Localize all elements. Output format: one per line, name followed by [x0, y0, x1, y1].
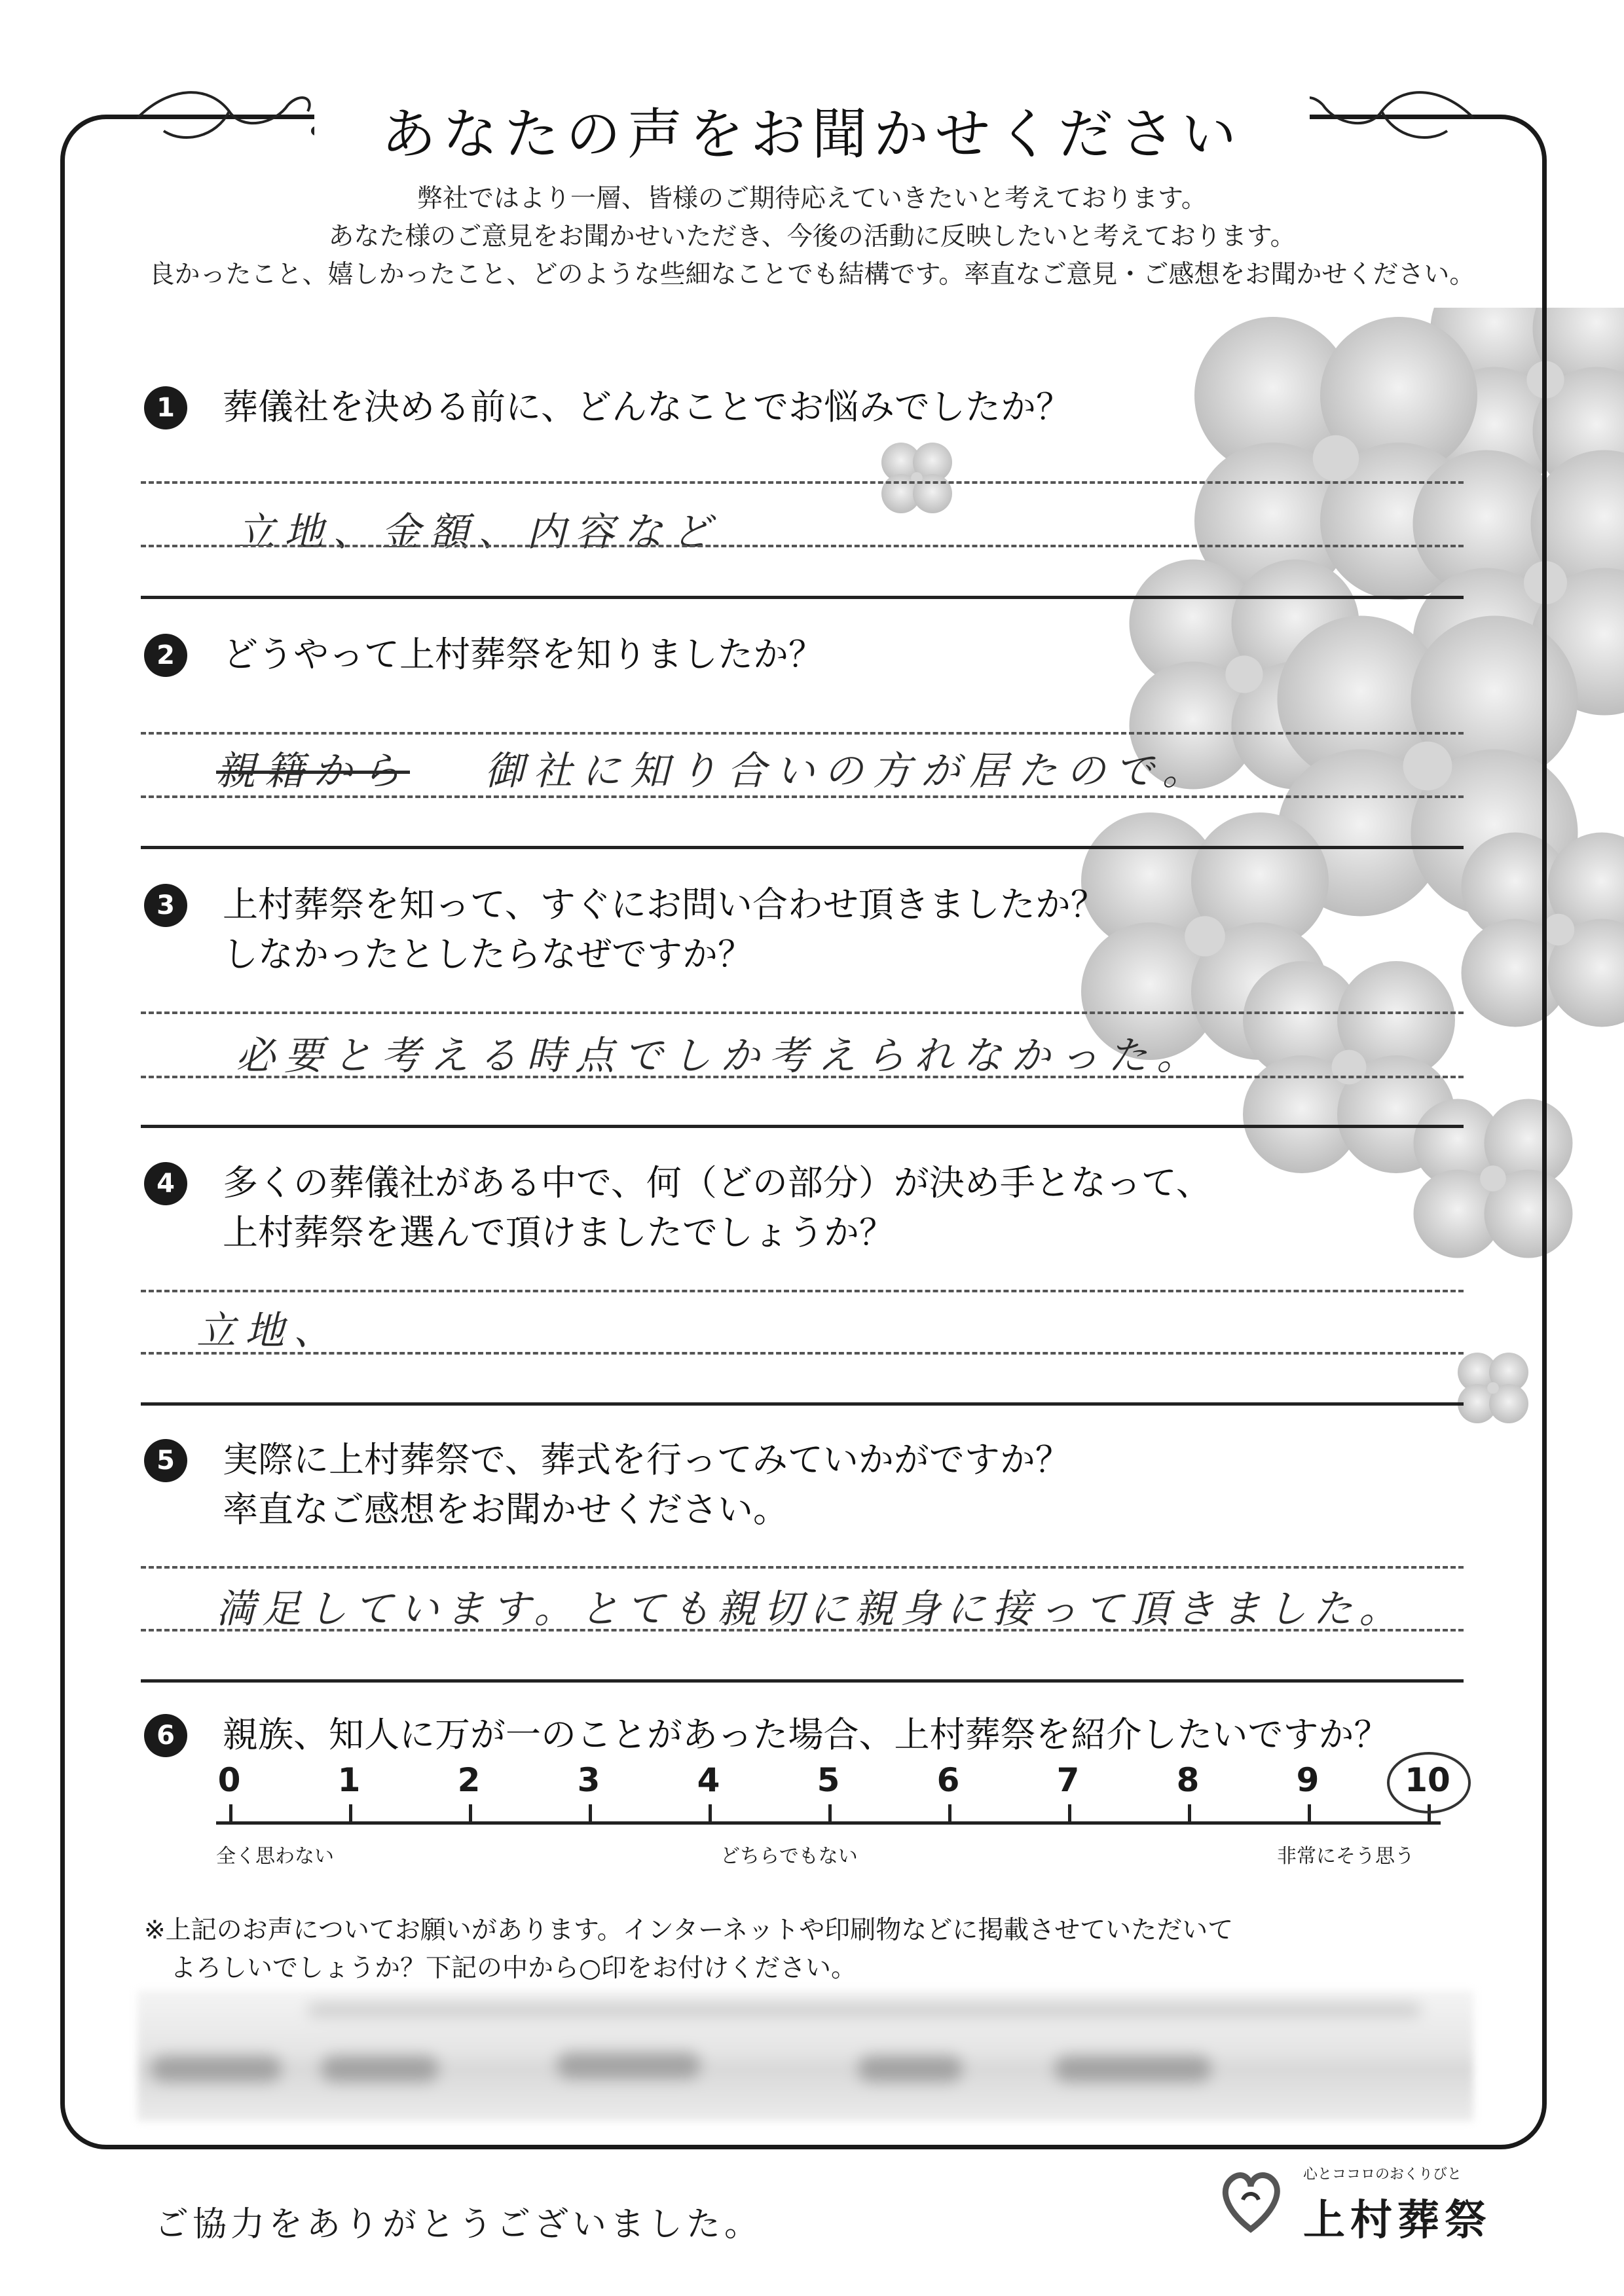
- scale-tick: [589, 1804, 592, 1823]
- section-divider: [141, 1125, 1464, 1128]
- intro-line: あなた様のご意見をお聞かせいただき、今後の活動に反映したいと考えております。: [328, 222, 1296, 251]
- answer-guide-line: [141, 1352, 1464, 1355]
- question-line: 多くの葬儀社がある中で、何（どの部分）が決め手となって、: [223, 1162, 1211, 1203]
- scale-low-caption: 全く思わない: [216, 1845, 334, 1868]
- answer-guide-line: [141, 1566, 1464, 1569]
- scale-tick-label[interactable]: 7: [1056, 1761, 1080, 1799]
- scale-tick-label[interactable]: 8: [1176, 1761, 1200, 1799]
- question-text: どうやって上村葬祭を知りましたか？: [223, 634, 824, 675]
- intro-text: [131, 180, 1493, 294]
- left-flourish-ornament: [131, 79, 327, 157]
- scale-tick-label[interactable]: 1: [337, 1761, 361, 1799]
- question-text: [223, 880, 1106, 979]
- answer-guide-line: [141, 795, 1464, 798]
- question-text: [223, 1158, 1211, 1258]
- selected-rating-circle: [1387, 1752, 1471, 1813]
- heart-logo-icon: [1211, 2160, 1290, 2239]
- scale-tick-label[interactable]: 5: [817, 1761, 840, 1799]
- answer-guide-line: [141, 545, 1464, 547]
- scale-mid-caption: どちらでもない: [720, 1845, 858, 1868]
- scale-tick: [828, 1804, 832, 1823]
- question-number-badge: 1: [144, 386, 187, 429]
- section-divider: [141, 596, 1464, 599]
- closing-message: ご協力をありがとうございました。: [155, 2205, 763, 2244]
- logo-tagline: 心とココロのおくりびと: [1303, 2166, 1462, 2183]
- scale-tick-label[interactable]: 2: [457, 1761, 481, 1799]
- scale-tick-label[interactable]: 3: [577, 1761, 600, 1799]
- scale-tick: [948, 1804, 951, 1823]
- question-number-badge: 6: [144, 1714, 187, 1757]
- answer-guide-line: [141, 1290, 1464, 1292]
- answer-guide-line: [141, 732, 1464, 735]
- handwritten-answer-5: 満足しています。とても親切に親身に接って頂きました。: [216, 1586, 1405, 1632]
- question-line: 上村葬祭を知って、すぐにお問い合わせ頂きましたか？: [223, 884, 1106, 925]
- question-line: 率直なご感想をお聞かせください。: [223, 1489, 788, 1530]
- redacted-permission-options: [138, 1990, 1473, 2121]
- question-number-badge: 3: [144, 884, 187, 927]
- section-divider: [141, 1402, 1464, 1406]
- intro-line: 良かったこと、嬉しかったこと、どのような些細なことでも結構です。率直なご意見・ご感想をお聞かせください。: [149, 260, 1475, 289]
- section-divider: [141, 1679, 1464, 1683]
- scale-tick: [469, 1804, 472, 1823]
- handwritten-answer-4: 立地、: [196, 1308, 342, 1354]
- answer-guide-line: [141, 1011, 1464, 1014]
- question-number-badge: 5: [144, 1439, 187, 1482]
- handwritten-answer-3: 必要と考える時点でしか考えられなかった。: [236, 1033, 1205, 1079]
- handwritten-answer-2: 御社に知り合いの方が居たので。: [485, 748, 1211, 794]
- section-divider: [141, 846, 1464, 849]
- crossed-out-answer: 親籍から: [216, 748, 410, 794]
- scale-tick: [1308, 1804, 1311, 1823]
- right-flourish-ornament: [1283, 79, 1480, 157]
- answer-guide-line: [141, 481, 1464, 484]
- note-line: よろしいでしょうか？下記の中から○印をお付けください。: [170, 1954, 857, 1983]
- title-banner: [314, 79, 1310, 164]
- rating-scale: [216, 1761, 1450, 1886]
- question-text: 葬儀社を決める前に、どんなことでお悩みでしたか？: [223, 386, 1071, 428]
- note-line: ※上記のお声についてお願いがあります。インターネットや印刷物などに掲載させていただいて: [144, 1916, 1234, 1945]
- scale-tick-label[interactable]: 4: [697, 1761, 720, 1799]
- intro-line: 弊社ではより一層、皆様のご期待応えていきたいと考えております。: [417, 184, 1207, 213]
- question-line: しなかったとしたらなぜですか？: [223, 934, 753, 975]
- answer-guide-line: [141, 1076, 1464, 1078]
- scale-high-caption: 非常にそう思う: [1277, 1845, 1414, 1868]
- scale-tick-label[interactable]: 6: [936, 1761, 960, 1799]
- scale-tick: [709, 1804, 712, 1823]
- scale-tick: [349, 1804, 352, 1823]
- scale-tick: [229, 1804, 232, 1823]
- question-number-badge: 2: [144, 634, 187, 677]
- logo-company-name: 上村葬祭: [1303, 2196, 1492, 2245]
- company-logo: [1211, 2160, 1513, 2246]
- question-line: 上村葬祭を選んで頂けましたでしょうか？: [223, 1212, 895, 1253]
- permission-note: [144, 1912, 1233, 1988]
- answer-guide-line: [141, 1629, 1464, 1631]
- question-text: [223, 1435, 1071, 1535]
- question-text: 親族、知人に万が一のことがあった場合、上村葬祭を紹介したいですか？: [223, 1714, 1390, 1755]
- scale-tick: [1068, 1804, 1071, 1823]
- handwritten-answer-1: 立地、金額、内容など: [236, 509, 720, 555]
- scale-tick: [1188, 1804, 1191, 1823]
- page-title: あなたの声をお聞かせください: [380, 102, 1243, 166]
- scale-tick-label[interactable]: 9: [1296, 1761, 1320, 1799]
- scale-tick-label[interactable]: 10: [1405, 1761, 1450, 1799]
- question-line: 実際に上村葬祭で、葬式を行ってみていかがですか？: [223, 1439, 1071, 1480]
- scale-tick-label[interactable]: 0: [217, 1761, 241, 1799]
- question-number-badge: 4: [144, 1162, 187, 1205]
